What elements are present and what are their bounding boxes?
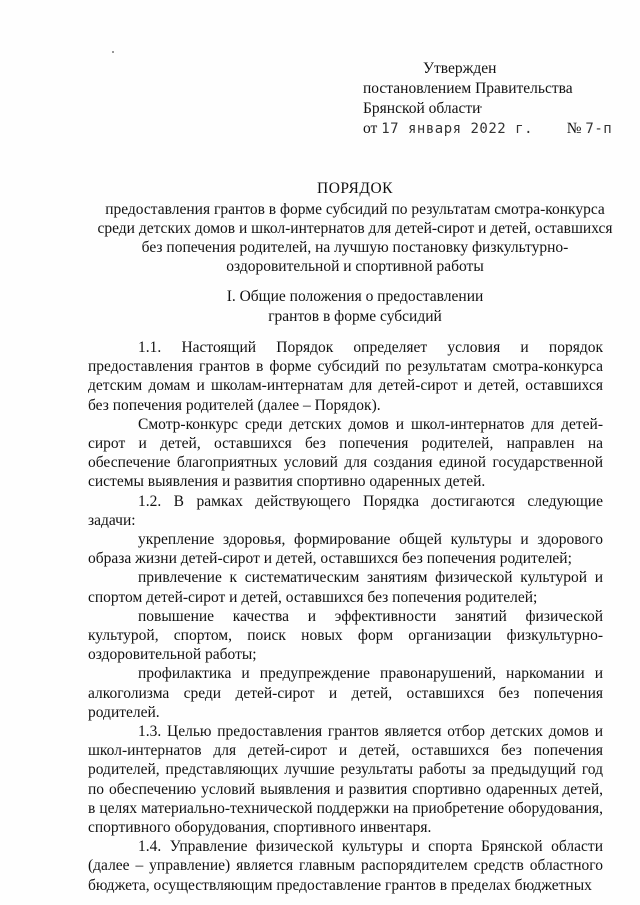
approval-from: от: [363, 120, 378, 137]
task-item: профилактика и предупреждение правонарушений, наркомании и алкоголизма среди детей-сирот и детей, оставшихся без попечения родителей.: [88, 665, 603, 721]
paragraph-contest: Смотр-конкурс среди детских домов и школ-интернатов для детей-сирот и детей, оставшихся без попечения родителей, направлен на обеспечение благоприятных условий для создания единой государственной системы выявления и развития спортивно одаренных детей.: [88, 415, 603, 491]
document-subtitle-line: оздоровительной и спортивной работы: [226, 258, 484, 275]
scan-speck: [112, 51, 114, 53]
task-item: повышение качества и эффективности занятий физической культурой, спортом, поиск новых форм организации физкультурно-оздоровительной работы;: [88, 607, 603, 664]
section-heading: [90, 287, 620, 326]
approval-date-line: [363, 119, 623, 139]
paragraph-1-4: 1.4. Управление физической культуры и спорта Брянской области (далее – управление) является главным распорядителем средств областного бюджета, осуществляющим предоставление грантов в пределах бюджетных: [88, 838, 603, 894]
section-heading-line: I. Общие положения о предоставлении: [226, 288, 484, 305]
paragraph-1-3: 1.3. Целью предоставления грантов является отбор детских домов и школ-интернатов для детей-сирот и детей, оставшихся без попечения родителей, представляющих лучшие результаты работы за предыдущий год по обеспечению условий выявления и развития спортивно одаренных детей, в целях материально-технической поддержки на приобретение оборудования, спортивного оборудования, спортивного инвентаря.: [88, 723, 603, 837]
approval-stamp: [363, 59, 623, 139]
section-heading-line: грантов в форме субсидий: [268, 307, 442, 325]
document-subtitle-line: предоставления грантов в форме субсидий по результатам смотра-конкурса: [105, 201, 605, 218]
paragraph-1-2: 1.2. В рамках действующего Порядка достигаются следующие задачи:: [88, 492, 603, 529]
document-body: [88, 338, 603, 895]
approval-number-label: №: [566, 120, 582, 137]
approval-line-region: Брянской области: [363, 100, 481, 117]
task-item: укрепление здоровья, формирование общей культуры и здорового образа жизни детей-сирот и детей, оставшихся без попечения родителей;: [88, 531, 603, 568]
approval-number: 7-п: [585, 121, 613, 137]
document-title: ПОРЯДОК: [317, 180, 393, 197]
approval-line-approved: Утвержден: [423, 60, 497, 77]
document-subtitle-line: без попечения родителей, на лучшую постановку физкультурно-: [141, 239, 569, 256]
document-subtitle-line: среди детских домов и школ-интернатов для детей-сирот и детей, оставшихся: [97, 220, 613, 237]
approval-line-resolution: постановлением Правительства: [363, 80, 573, 97]
document-title-block: [90, 179, 620, 276]
task-item: привлечение к систематическим занятиям физической культурой и спортом детей-сирот и детей, оставшихся без попечения родителей;: [88, 569, 603, 606]
approval-date: 17 января 2022 г.: [381, 121, 533, 137]
paragraph-1-1: 1.1. Настоящий Порядок определяет условия и порядок предоставления грантов в форме субсидий по результатам смотра-конкурса детским домам и школам-интернатам для детей-сирот и детей, оставшихся без попечения родителей (далее – Порядок).: [88, 339, 603, 414]
